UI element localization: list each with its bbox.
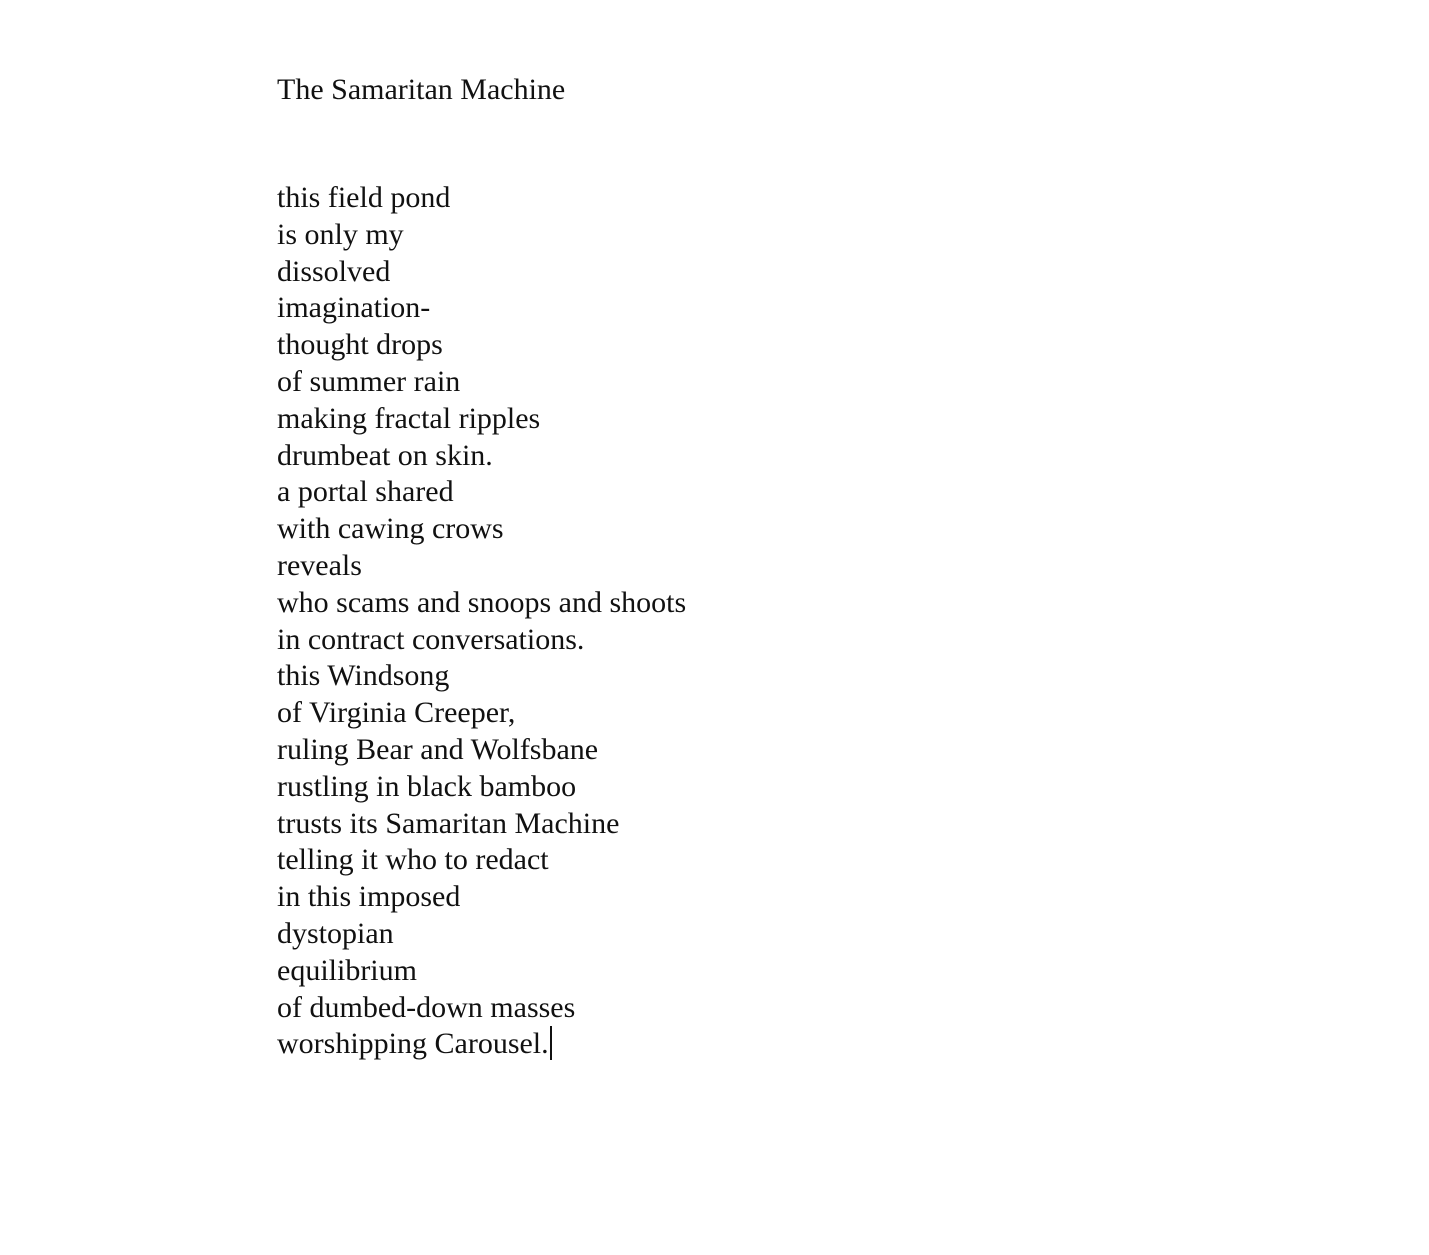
- poem-line: in this imposed: [277, 880, 461, 914]
- document-title: The Samaritan Machine: [277, 73, 566, 106]
- poem-line: in contract conversations.: [277, 622, 585, 656]
- poem-line: imagination-: [277, 291, 431, 325]
- poem-line: this field pond: [277, 181, 451, 214]
- poem-line: this Windsong: [277, 659, 450, 693]
- document-body[interactable]: [277, 70, 1177, 1063]
- poem-line-text: worshipping Carousel.: [277, 1027, 549, 1061]
- poem-line: dissolved: [277, 254, 391, 288]
- poem-line: drumbeat on skin.: [277, 438, 493, 472]
- poem-line: making fractal ripples: [277, 401, 541, 435]
- poem-line: of dumbed-down masses: [277, 990, 576, 1024]
- poem-line: who scams and snoops and shoots: [277, 585, 687, 619]
- poem: [277, 180, 1177, 1063]
- poem-line: ruling Bear and Wolfsbane: [277, 732, 599, 766]
- poem-line: dystopian: [277, 916, 394, 950]
- poem-line: of Virginia Creeper,: [277, 696, 516, 730]
- poem-line: thought drops: [277, 328, 443, 362]
- poem-line: of summer rain: [277, 364, 461, 398]
- poem-line: a portal shared: [277, 475, 454, 509]
- poem-line-last: [277, 1026, 1177, 1063]
- text-cursor: [550, 1026, 552, 1060]
- poem-line: is only my: [277, 217, 404, 251]
- poem-line: rustling in black bamboo: [277, 769, 577, 803]
- poem-line: trusts its Samaritan Machine: [277, 806, 620, 840]
- poem-line: telling it who to redact: [277, 843, 549, 877]
- poem-line: reveals: [277, 548, 362, 582]
- poem-line: equilibrium: [277, 953, 417, 987]
- poem-line: with cawing crows: [277, 512, 504, 546]
